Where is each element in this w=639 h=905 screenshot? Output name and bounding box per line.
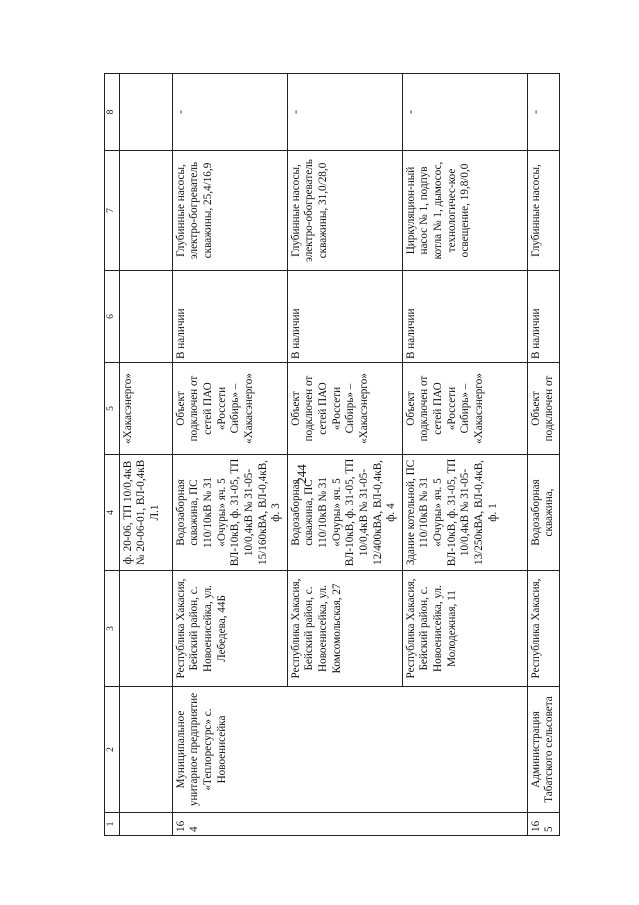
table-row: [172, 74, 287, 836]
cell-availability: В наличии: [527, 271, 559, 363]
table-frame: [104, 74, 580, 836]
cell-availability: В наличии: [287, 271, 402, 363]
row-number: 165: [527, 813, 559, 836]
cell-connection: Объект подключен от сетей ПАО «Россети Сибирь» – «Хакасэнерго»: [287, 363, 402, 455]
column-number: 2: [105, 687, 120, 813]
column-number: 4: [105, 455, 120, 571]
cell-empty: [119, 571, 172, 687]
cell-object: Водозаборная скважина, ПС 110/10кВ № 31 «Очуры» яч. 5 ВЛ-10кВ, ф. 31-05, ТП 10/0,4кВ № 31-05-15/160кВА, ВЛ-0,4кВ, ф. 3: [172, 455, 287, 571]
cell-availability: В наличии: [402, 271, 527, 363]
page-number: 244: [293, 464, 309, 484]
cell-empty: [119, 813, 172, 836]
cell-empty: [119, 74, 172, 151]
cell-address: Республика Хакасия,: [527, 571, 559, 687]
cell-object: Здание котельной, ПС 110/10кВ № 31 «Очуры» яч. 5 ВЛ-10кВ, ф. 31-05, ТП 10/0,4кВ № 31-05-13/250кВА, ВЛ-0,4кВ, ф. 1: [402, 455, 527, 571]
cell-address: Республика Хакасия, Бейский район, с. Новоенисейка, ул. Лебедева, 44Б: [172, 571, 287, 687]
column-number: 3: [105, 571, 120, 687]
cell-address: Республика Хакасия, Бейский район, с. Новоенисейка, ул. Молодежная, 11: [402, 571, 527, 687]
cell-organization: Муниципальное унитарное предприятие «Теплоресурс» с. Новоенисейка: [172, 687, 527, 813]
cell-equipment: Циркуляцион-ный насос № 1, подпув котла № 1, дымосос, технологичес-кое освещение, 19,8/0,0: [402, 151, 527, 271]
cell-connection: Объект подключен от сетей ПАО «Россети Сибирь» – «Хакасэнерго»: [172, 363, 287, 455]
power-supply-table: [104, 73, 560, 836]
cell-object: Водозаборная скважина, ПС 110/10кВ № 31 «Очуры» яч. 5 ВЛ-10кВ, ф. 31-05, ТП 10/0,4кВ № 31-05-12/400кВА, ВЛ-0,4кВ, ф. 4: [287, 455, 402, 571]
column-number-row: [105, 74, 120, 836]
continuation-row: [119, 74, 172, 836]
cell-object: ф. 20-06, ТП 10/0,4кВ № 20-06-01, ВЛ-0,4кВ Л.1: [119, 455, 172, 571]
column-number: 1: [105, 813, 120, 836]
column-number: 5: [105, 363, 120, 455]
cell-note: -: [172, 74, 287, 151]
cell-connection: Объект подключен от сетей ПАО «Россети Сибирь» – «Хакасэнерго»: [402, 363, 527, 455]
cell-object: Водозаборная скважина,: [527, 455, 559, 571]
cell-equipment: Глубинные насосы,: [527, 151, 559, 271]
cell-connection: «Хакасэнерго»: [119, 363, 172, 455]
column-number: 8: [105, 74, 120, 151]
cell-connection: Объект подключен от: [527, 363, 559, 455]
cell-availability: В наличии: [172, 271, 287, 363]
cell-empty: [119, 151, 172, 271]
column-number: 7: [105, 151, 120, 271]
cell-empty: [119, 687, 172, 813]
cell-note: -: [527, 74, 559, 151]
cell-equipment: Глубинные насосы, электро-богреватель скважины, 25,4/16,9: [172, 151, 287, 271]
table-row: [527, 74, 559, 836]
column-number: 6: [105, 271, 120, 363]
cell-address: Республика Хакасия, Бейский район, с. Новоенисейка, ул. Комсомольская, 27: [287, 571, 402, 687]
cell-equipment: Глубинные насосы, электро-обогреватель скважины, 31,0/28,0: [287, 151, 402, 271]
cell-note: -: [287, 74, 402, 151]
row-number: 164: [172, 813, 527, 836]
cell-organization: Администрация Табатского сельсовета: [527, 687, 559, 813]
cell-note: -: [402, 74, 527, 151]
cell-empty: [119, 271, 172, 363]
